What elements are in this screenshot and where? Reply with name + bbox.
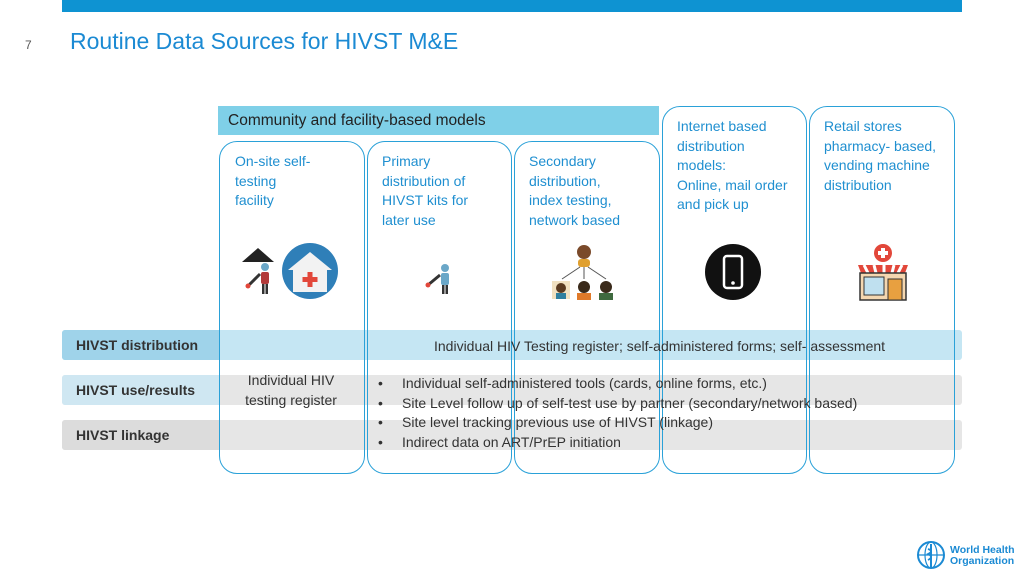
person-with-house-icon (238, 240, 340, 302)
pharmacy-store-icon (856, 243, 910, 301)
column-text-primary: Primary distribution of HIVST kits for later use (382, 153, 469, 228)
community-models-label: Community and facility-based models (228, 112, 486, 129)
column-text-retail: Retail stores pharmacy- based, vending machine distribution (824, 118, 937, 193)
individual-register-text: Individual HIV testing register (245, 372, 337, 408)
who-emblem-icon (916, 540, 946, 570)
top-accent-bar (62, 0, 962, 12)
column-text-secondary: Secondary distribution, index testing, network based (529, 153, 621, 228)
person-with-kit-icon (424, 263, 456, 295)
data-source-bullet-list (378, 374, 857, 452)
bullet-item: • Site Level follow up of self-test use by partner (secondary/network based) (378, 394, 857, 414)
distribution-row-text: Individual HIV Testing register; self-administered forms; self- assessment (434, 338, 886, 354)
bullet-item: • Indirect data on ART/PrEP initiation (378, 433, 857, 453)
row-label-linkage: HIVST linkage (76, 427, 170, 443)
column-text-internet: Internet based distribution models: Online, mail order and pick up (677, 118, 788, 212)
slide-number: 7 (25, 38, 32, 52)
network-people-icon (550, 243, 620, 301)
row-label-distribution: HIVST distribution (76, 337, 199, 353)
bullet-item: • Individual self-administered tools (cards, online forms, etc.) (378, 374, 857, 394)
bullet-item: • Site level tracking previous use of HIVST (linkage) (378, 413, 857, 433)
who-wordmark: World Health Organization (950, 544, 1015, 567)
row-label-use-results: HIVST use/results (76, 382, 196, 398)
column-text-onsite: On-site self- testing facility (235, 153, 311, 208)
smartphone-icon (704, 243, 762, 301)
slide-title: Routine Data Sources for HIVST M&E (70, 28, 459, 54)
